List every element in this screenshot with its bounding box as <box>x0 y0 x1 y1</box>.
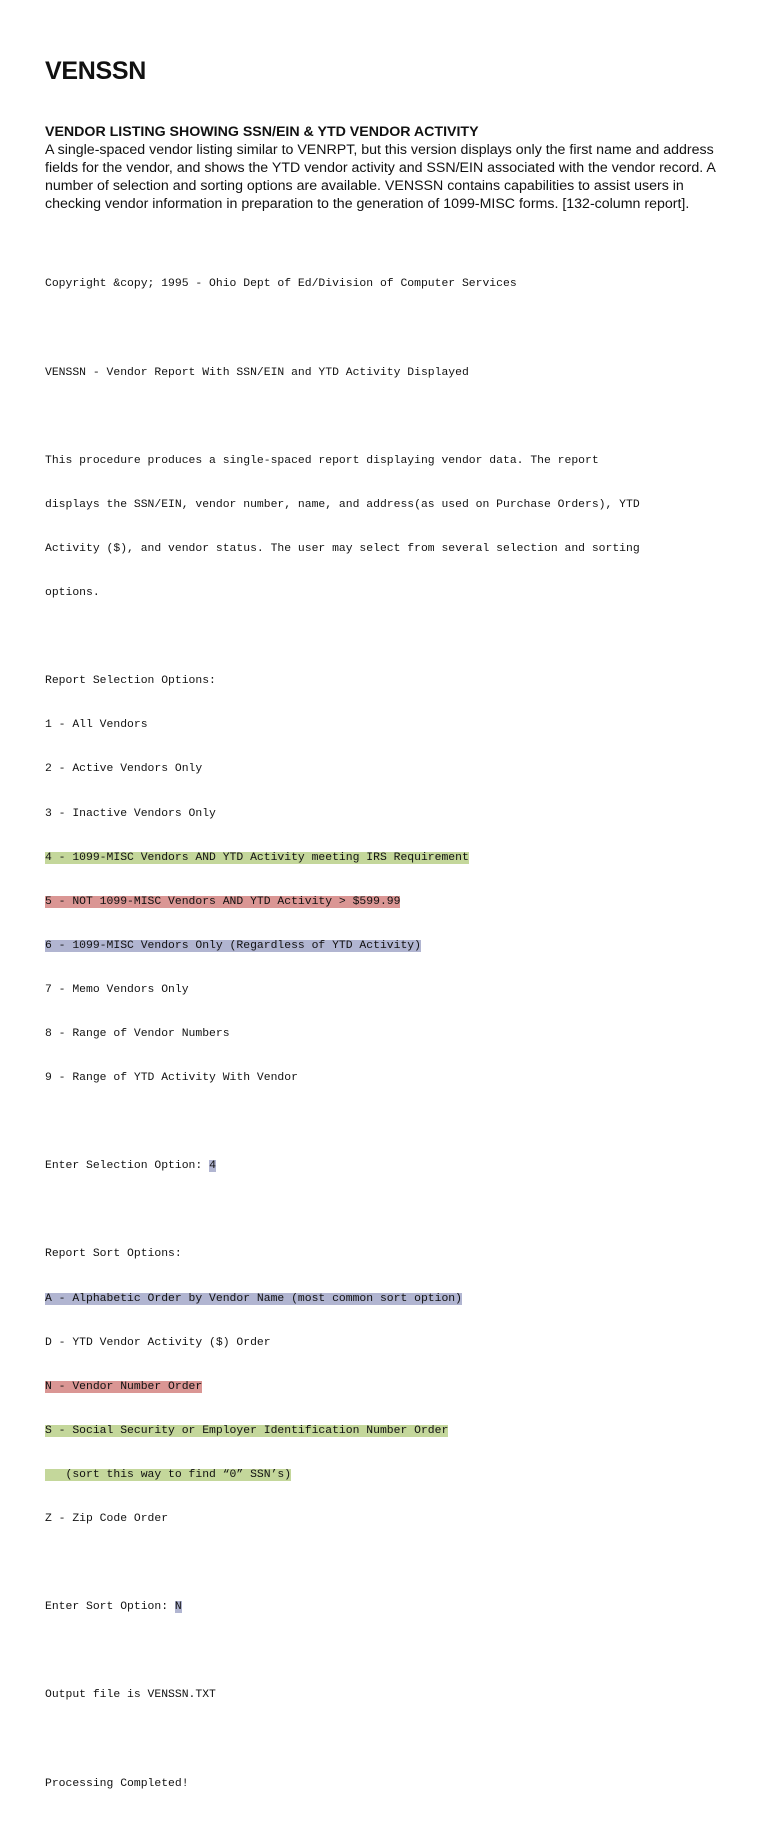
selection-option-8: 8 - Range of Vendor Numbers <box>45 1028 230 1040</box>
selection-option-2: 2 - Active Vendors Only <box>45 763 203 776</box>
selection-option-9: 9 - Range of YTD Activity With Vendor <box>45 1072 298 1085</box>
report-description: A single-spaced vendor listing similar to VENRPT, but this version displays only the first name and address fields for the vendor, and shows the YTD vendor activity and SSN/EIN associated with the vendor record. A number of selection and sorting options are available. VENSSN contains capabilities to assist users in checking vendor information in preparation to the generation of 1099-MISC forms. [132-column report]. <box>45 142 716 212</box>
output-file-line: Output file is VENSSN.TXT <box>45 1689 216 1702</box>
selection-header: Report Selection Options: <box>45 675 216 688</box>
processing-completed-line: Processing Completed! <box>45 1777 189 1790</box>
selection-option-7: 7 - Memo Vendors Only <box>45 983 189 996</box>
selection-option-6-highlighted: 6 - 1099-MISC Vendors Only (Regardless of YTD Activity) <box>45 939 421 952</box>
selection-option-4-highlighted: 4 - 1099-MISC Vendors AND YTD Activity meeting IRS Requirement <box>45 851 469 864</box>
sort-option-s-highlighted: S - Social Security or Employer Identification Number Order <box>45 1424 449 1437</box>
selection-option-5-highlighted: 5 - NOT 1099-MISC Vendors AND YTD Activity > $599.99 <box>45 895 401 908</box>
selection-option-3: 3 - Inactive Vendors Only <box>45 807 216 820</box>
selection-prompt: Enter Selection Option: <box>45 1160 210 1173</box>
intro-line: displays the SSN/EIN, vendor number, name, and address(as used on Purchase Orders), YTD <box>45 498 640 511</box>
sort-option-s-note-highlighted: (sort this way to find “0” SSN’s) <box>45 1468 292 1481</box>
sort-option-n-highlighted: N - Vendor Number Order <box>45 1380 203 1393</box>
console-transcript <box>45 248 745 1821</box>
report-subheading: VENDOR LISTING SHOWING SSN/EIN & YTD VENDOR ACTIVITY <box>45 124 479 140</box>
sort-option-a-highlighted: A - Alphabetic Order by Vendor Name (most common sort option) <box>45 1292 462 1305</box>
intro-line: Activity ($), and vendor status. The user may select from several selection and sorting <box>45 542 640 555</box>
intro-line: This procedure produces a single-spaced report displaying vendor data. The report <box>45 454 599 467</box>
document-title: VENSSN <box>45 57 147 85</box>
sort-option-d: D - YTD Vendor Activity ($) Order <box>45 1336 271 1349</box>
sort-header: Report Sort Options: <box>45 1248 182 1261</box>
program-line: VENSSN - Vendor Report With SSN/EIN and YTD Activity Displayed <box>45 366 469 379</box>
selection-option-1: 1 - All Vendors <box>45 719 148 732</box>
selection-entered-value: 4 <box>209 1160 216 1173</box>
sort-option-z: Z - Zip Code Order <box>45 1513 169 1526</box>
copyright-line: Copyright &copy; 1995 - Ohio Dept of Ed/Division of Computer Services <box>45 278 517 291</box>
sort-prompt: Enter Sort Option: <box>45 1601 175 1614</box>
sort-entered-value: N <box>174 1601 182 1614</box>
intro-line: options. <box>45 587 100 600</box>
